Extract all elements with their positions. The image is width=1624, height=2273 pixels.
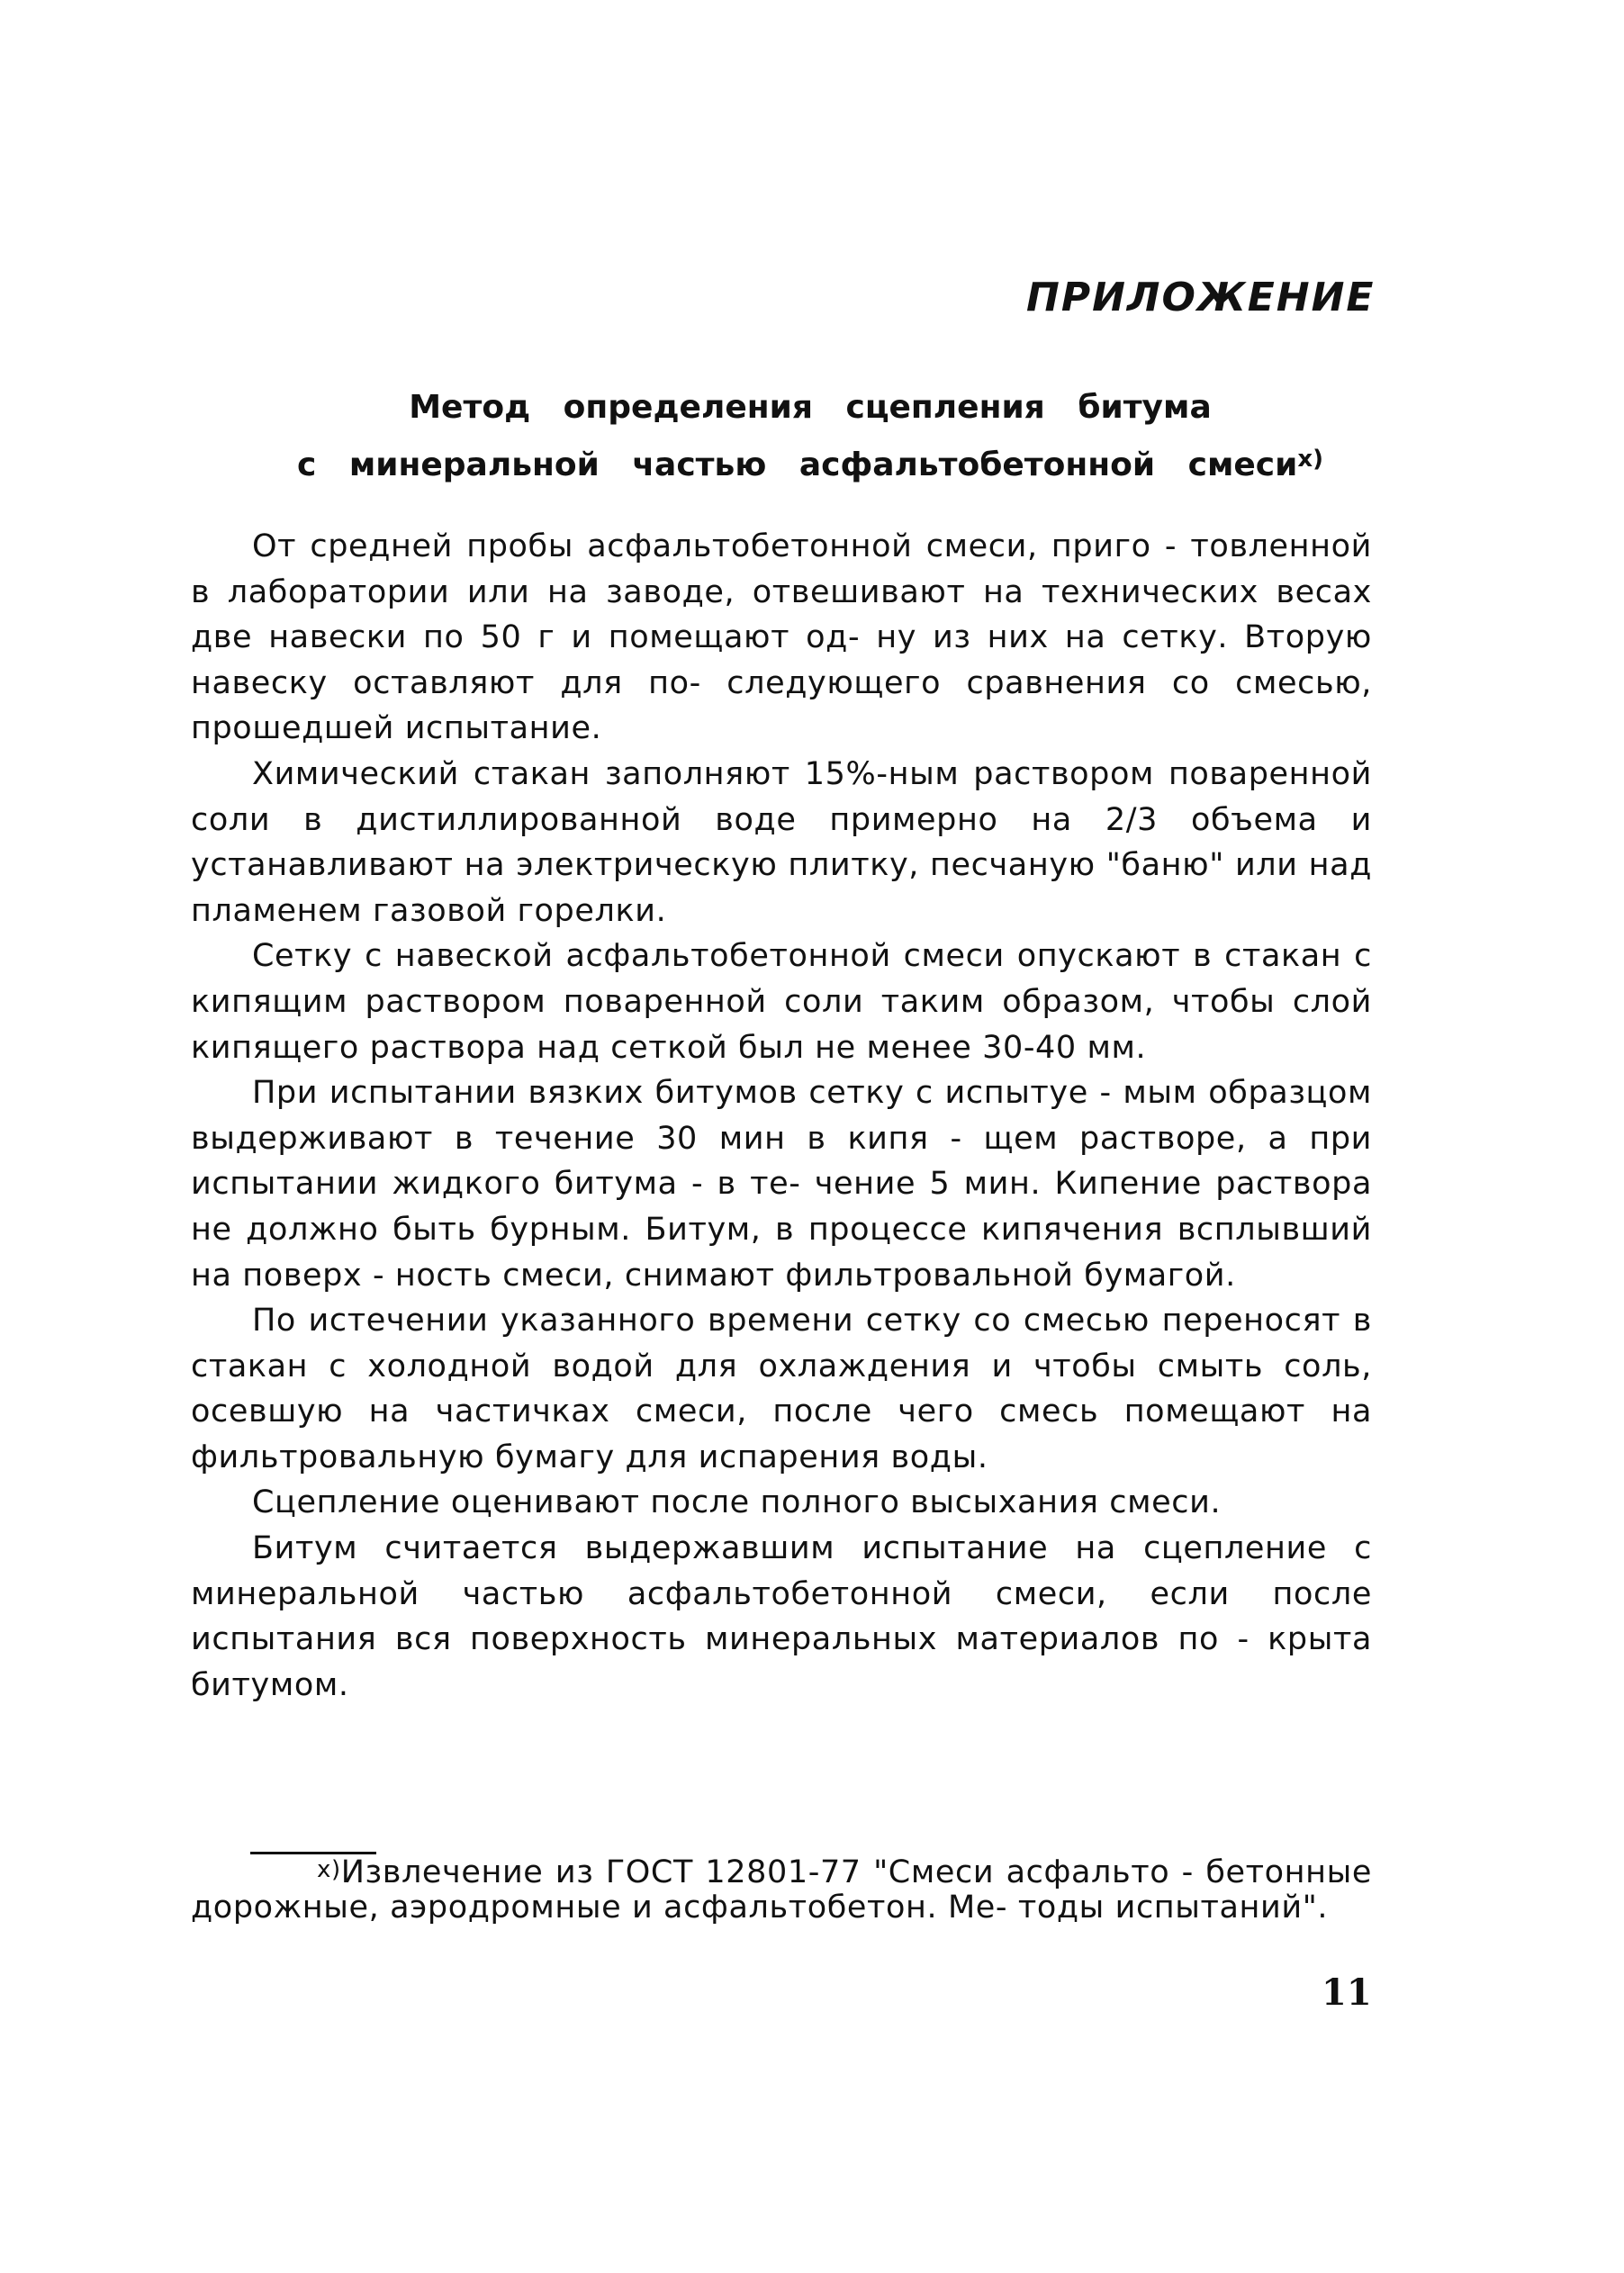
paragraph-cooling: По истечении указанного времени сетку со смесью переносят в стакан с холодной водой для охлаждения и чтобы смыть соль, осевшую на частичках смеси, после чего смесь помещают на фильтровальную бумагу для испарения воды.: [191, 1303, 1372, 1475]
footnote: [191, 1856, 1372, 1924]
paragraph-sampling: От средней пробы асфальтобетонной смеси, приго - товленной в лаборатории или на заводе, отвешивают на технических весах две навески по 50 г и помещают од- ну из них на сетку. Вторую навеску оставляют для по- следующего сравнения со смесью, прошедшей испытание.: [191, 528, 1372, 747]
heading-footnote-mark: x): [1297, 446, 1324, 473]
paragraph-beaker-preparation: Химический стакан заполняют 15%-ным раствором поваренной соли в дистиллированной воде примерно на 2/3 объема и устанавливают на электрическую плитку, песчаную "баню" или над пламенем газовой горелки.: [191, 755, 1372, 929]
paragraph-evaluation: Битум считается выдержавшим испытание на сцепление с минеральной частью асфальтобетонной смеси, если после испытания вся поверхность минеральных материалов по - крыта битумом.: [191, 1530, 1372, 1703]
paragraph-drying: Сцепление оценивают после полного высыхания смеси.: [252, 1484, 1222, 1521]
body-text: [191, 524, 1372, 1708]
paragraph-immersion: Сетку с навеской асфальтобетонной смеси опускают в стакан с кипящим раствором поваренной соли таким образом, чтобы слой кипящего раствора над сеткой был не менее 30-40 мм.: [191, 938, 1372, 1066]
section-heading-line-1: Метод определения сцепления битума: [409, 389, 1212, 426]
footnote-text: Извлечение из ГОСТ 12801-77 "Смеси асфальто - бетонные дорожные, аэродромные и асфальтобетон. Ме- тоды испытаний".: [191, 1854, 1372, 1926]
section-heading-line-2: [198, 446, 1422, 483]
page-number: 11: [1322, 1971, 1372, 2014]
appendix-label: ПРИЛОЖЕНИЕ: [1026, 275, 1376, 320]
footnote-mark: x): [317, 1856, 341, 1883]
section-heading-line-2-text: с минеральной частью асфальтобетонной смеси: [296, 446, 1298, 483]
paragraph-boiling-duration: При испытании вязких битумов сетку с испытуе - мым образцом выдерживают в течение 30 мин в кипя - щем растворе, а при испытании жидкого битума - в те- чение 5 мин. Кипение раствора не должно быть бурным. Битум, в процессе кипячения всплывший на поверх - ность смеси, снимают фильтровальной бумагой.: [191, 1075, 1372, 1294]
